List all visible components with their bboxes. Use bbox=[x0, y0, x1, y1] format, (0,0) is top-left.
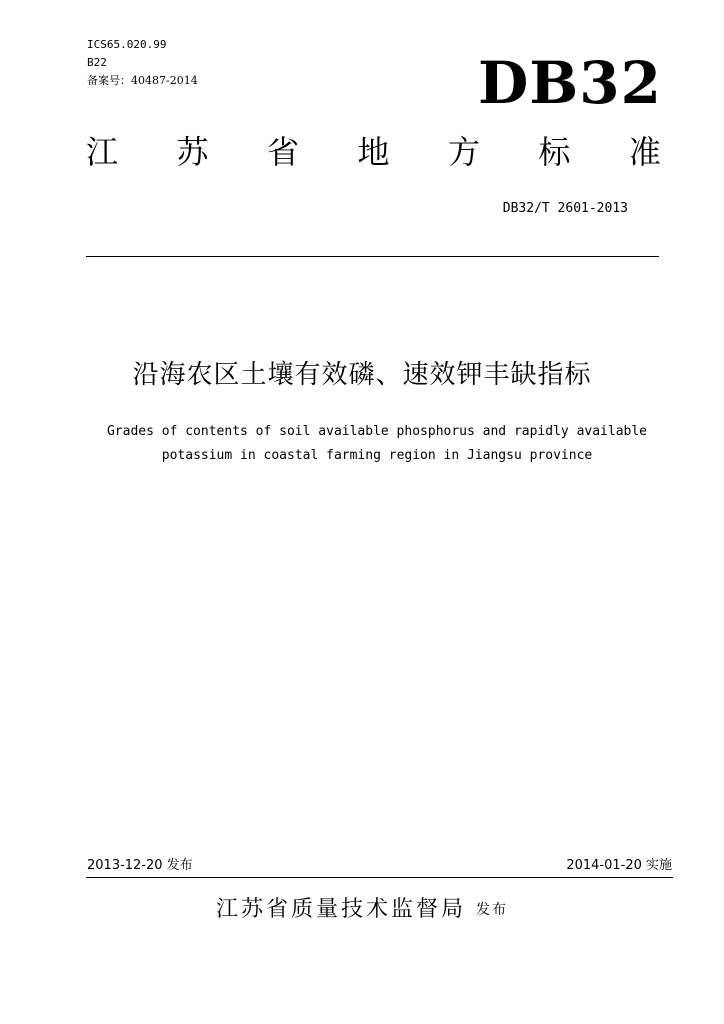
standard-type-char: 江 bbox=[86, 133, 119, 171]
classification-code: B22 bbox=[87, 56, 107, 69]
record-number-value: 40487-2014 bbox=[131, 74, 198, 87]
footer-divider bbox=[86, 877, 673, 878]
standard-code-logo: DB32 bbox=[477, 49, 662, 117]
document-title-chinese: 沿海农区土壤有效磷、速效钾丰缺指标 bbox=[132, 360, 592, 390]
standard-type-char: 省 bbox=[266, 133, 299, 171]
standard-type-heading bbox=[86, 130, 661, 174]
publisher-line bbox=[0, 893, 724, 927]
standard-type-char: 方 bbox=[447, 133, 480, 171]
implementation-date: 2014-01-20 实施 bbox=[566, 858, 672, 873]
publish-suffix: 发布 bbox=[476, 902, 508, 918]
standard-type-char: 准 bbox=[628, 133, 661, 171]
issue-date: 2013-12-20 发布 bbox=[87, 858, 193, 873]
standard-type-char: 地 bbox=[357, 133, 390, 171]
standard-type-char: 苏 bbox=[176, 133, 209, 171]
document-title-english-line2: potassium in coastal farming region in Jiangsu province bbox=[161, 448, 593, 463]
publisher-name: 江苏省质量技术监督局 bbox=[215, 897, 466, 922]
ics-code: ICS65.020.99 bbox=[87, 38, 167, 51]
standard-number: DB32/T 2601-2013 bbox=[502, 201, 628, 216]
record-number bbox=[87, 74, 198, 88]
document-title-english-line1: Grades of contents of soil available phosphorus and rapidly available bbox=[106, 424, 648, 439]
header-divider bbox=[86, 256, 659, 257]
standard-type-char: 标 bbox=[538, 133, 571, 171]
record-number-label: 备案号： bbox=[87, 74, 131, 87]
